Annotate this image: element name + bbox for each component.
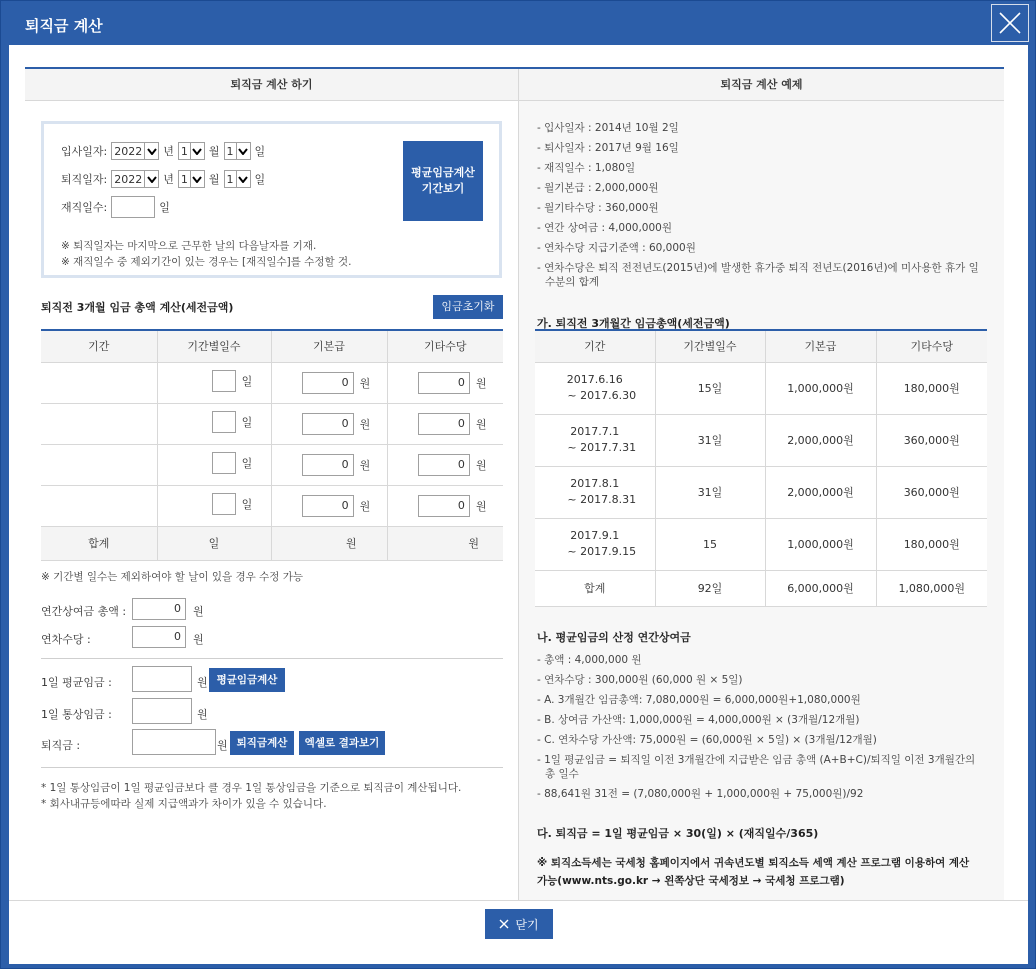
- month-unit: 월: [208, 145, 220, 158]
- day-unit: 일: [254, 145, 266, 158]
- section-c-title: 다. 퇴직금 = 1일 평균임금 × 30(일) × (재직일수/365): [537, 827, 819, 840]
- list-item: - 연차수당 : 300,000원 (60,000 원 × 5일): [537, 674, 743, 686]
- list-item: - 연차수당 지급기준액 : 60,000원: [537, 242, 696, 254]
- col-base: 기본급: [271, 330, 387, 362]
- dialog-content: [9, 45, 1028, 964]
- list-item: - C. 연차수당 가산액: 75,000원 = (60,000원 × 5일) × (3개월/12개월): [537, 734, 877, 746]
- end-month-select[interactable]: 1: [178, 170, 205, 188]
- end-year-select[interactable]: 2022: [111, 170, 159, 188]
- table-row: 일 0 원 0 원: [41, 485, 503, 526]
- reset-wage-button[interactable]: 임금초기화: [433, 295, 503, 319]
- wage-section-title: 퇴직전 3개월 임금 총액 계산(세전금액): [41, 301, 234, 314]
- etc-input[interactable]: 0: [418, 495, 470, 517]
- list-item: - 월기본급 : 2,000,000원: [537, 182, 659, 194]
- close-button[interactable]: 닫기: [485, 909, 553, 939]
- start-date-row: [61, 142, 265, 160]
- day-unit: 일: [254, 173, 266, 186]
- close-icon: [998, 11, 1022, 35]
- days-unit: 일: [159, 201, 170, 214]
- month-unit: 월: [208, 173, 220, 186]
- severance-calc-button[interactable]: 퇴직금계산: [230, 731, 294, 755]
- table-row: 2017.6.16 ~ 2017.6.30 15일 1,000,000원 180,000원: [535, 362, 987, 414]
- close-icon: [499, 919, 509, 929]
- work-days-row: [61, 196, 170, 218]
- end-date-label: 퇴직일자:: [61, 173, 108, 186]
- work-days-label: 재직일수:: [61, 201, 108, 214]
- divider: [41, 767, 503, 768]
- date-note-2: ※ 재직일수 중 제외기간이 있는 경우는 [재직일수]를 수정할 것.: [61, 256, 352, 268]
- calc-panel-header: 퇴직금 계산 하기: [25, 69, 518, 101]
- end-date-row: [61, 170, 265, 188]
- leave-input[interactable]: 0: [132, 626, 186, 648]
- base-input[interactable]: 0: [302, 495, 354, 517]
- ordinary-wage-input[interactable]: [132, 698, 192, 724]
- date-box: [41, 121, 502, 278]
- bonus-input[interactable]: 0: [132, 598, 186, 620]
- start-year-select[interactable]: 2022: [111, 142, 159, 160]
- chevron-down-icon: [190, 143, 204, 159]
- table-row: 2017.9.1 ~ 2017.9.15 15 1,000,000원 180,000원: [535, 518, 987, 570]
- divider: [41, 658, 503, 659]
- chevron-down-icon: [236, 171, 250, 187]
- tax-note-2: 가능(www.nts.go.kr → 왼쪽상단 국세정보 → 국세청 프로그램): [537, 875, 845, 887]
- days-input[interactable]: [212, 411, 236, 433]
- example-panel-header: 퇴직금 계산 예제: [519, 69, 1004, 101]
- section-a-title: 가. 퇴직전 3개월간 임금총액(세전금액): [537, 317, 730, 330]
- example-table: 기간 기간별일수 기본급 기타수당 2017.6.16 ~ 2017.6.30 15일 1,000,000원 180,000원 2017.7.1 ~ 2017.7.31 31일 2,000,000원 360,000원 2017.8.1 ~ 2017.8.31 31일 2,000,000원 360,000원 2017.9.1 ~ 2017.9.15 15 1,000,000원 180,000원 합계 92일 6,000,000원 1,080,000원: [535, 329, 987, 607]
- list-item: - 월기타수당 : 360,000원: [537, 202, 659, 214]
- close-window-button[interactable]: [991, 4, 1029, 42]
- calc-panel: 퇴직금 계산 하기 입사일자: 2022 년 1 월 1 일 퇴직일자: 2022 년 1 월 1 일 재직일수: 일 평균임금계산 기간보기 ※ 퇴직일자는 마지막으로 근무한 날의 다음날자를 기재. ※ 재직일수 중 제외기간이 있는 경우는 [재직일수]를 수정할 것. 퇴직전 3개월 임금 총액 계산(세전금액) 임금초기화 기간 기간별일수 기본급 기타수당 일 0 원 0 원 일 0 원 0 원 일 0 원 0 원 일 0 원 0 원 합계 일 원 원 ※ 기간별 일수는 제외하여야 할 날이 있을 경우 수정 가능 연간상여금 총액 : 0 원 연차수당 : 0 원 1일 평균임금 : 원 평균임금계산 1일 통상임금 : 원 퇴직금 : 원 퇴직금계산 엑셀로 결과보기 * 1일 통상임금이 1일 평균임금보다 클 경우 1일 통상임금을 기준으로 퇴직금이 계산됩니다. * 회사내규등에따라 실제 지급액과가 차이가 있을 수 있습니다.: [25, 69, 519, 900]
- col-period: 기간: [41, 330, 157, 362]
- days-input[interactable]: [212, 370, 236, 392]
- title-bar: [1, 1, 1035, 45]
- col-etc: 기타수당: [387, 330, 503, 362]
- footnote-1: * 1일 통상임금이 1일 평균임금보다 클 경우 1일 통상임금을 기준으로 퇴직금이 계산됩니다.: [41, 782, 462, 794]
- year-unit: 년: [163, 145, 174, 158]
- year-unit: 년: [163, 173, 174, 186]
- list-item: - 총액 : 4,000,000 원: [537, 654, 642, 666]
- section-b-title: 나. 평균임금의 산정 연간상여금: [537, 631, 691, 644]
- sum-row: 합계 92일 6,000,000원 1,080,000원: [535, 570, 987, 606]
- chevron-down-icon: [144, 143, 158, 159]
- list-item: - 퇴사일자 : 2017년 9월 16일: [537, 142, 679, 154]
- table-note: ※ 기간별 일수는 제외하여야 할 날이 있을 경우 수정 가능: [41, 571, 303, 583]
- chevron-down-icon: [144, 171, 158, 187]
- list-item: - 88,641원 31전 = (7,080,000원 + 1,000,000원 + 75,000원)/92: [537, 788, 864, 800]
- example-panel: [519, 69, 1004, 900]
- base-input[interactable]: 0: [302, 454, 354, 476]
- excel-view-button[interactable]: 엑셀로 결과보기: [299, 731, 385, 755]
- table-row: 일 0 원 0 원: [41, 444, 503, 485]
- panels: [25, 67, 1004, 900]
- footnote-2: * 회사내규등에따라 실제 지급액과가 차이가 있을 수 있습니다.: [41, 798, 327, 810]
- list-item: - B. 상여금 가산액: 1,000,000원 = 4,000,000원 × (3개월/12개월): [537, 714, 860, 726]
- bonus-label: 연간상여금 총액 :: [41, 605, 127, 618]
- avg-wage-calc-button[interactable]: 평균임금계산: [209, 668, 285, 692]
- chevron-down-icon: [190, 171, 204, 187]
- list-item: - 연간 상여금 : 4,000,000원: [537, 222, 672, 234]
- work-days-input[interactable]: [111, 196, 155, 218]
- table-row: 2017.8.1 ~ 2017.8.31 31일 2,000,000원 360,000원: [535, 466, 987, 518]
- wage-table: [41, 329, 503, 561]
- days-input[interactable]: [212, 493, 236, 515]
- period-view-button[interactable]: 평균임금계산 기간보기: [403, 141, 483, 221]
- footer-divider: [9, 900, 1028, 901]
- etc-input[interactable]: 0: [418, 372, 470, 394]
- base-input[interactable]: 0: [302, 413, 354, 435]
- section-b-list: [537, 653, 992, 807]
- avg-wage-input[interactable]: [132, 666, 192, 692]
- window-title: 퇴직금 계산: [25, 17, 103, 35]
- tax-note-1: ※ 퇴직소득세는 국세청 홈페이지에서 귀속년도별 퇴직소득 세액 계산 프로그램 이용하여 계산: [537, 857, 970, 869]
- list-item: - A. 3개월간 임금총액: 7,080,000원 = 6,000,000원+1,080,000원: [537, 694, 861, 706]
- end-day-select[interactable]: 1: [224, 170, 251, 188]
- example-info-list: [537, 121, 987, 295]
- date-note-1: ※ 퇴직일자는 마지막으로 근무한 날의 다음날자를 기재.: [61, 240, 317, 252]
- start-month-select[interactable]: 1: [178, 142, 205, 160]
- list-item-cont: 총 일수: [545, 768, 579, 780]
- etc-input[interactable]: 0: [418, 413, 470, 435]
- severance-label: 퇴직금 :: [41, 739, 81, 752]
- base-input[interactable]: 0: [302, 372, 354, 394]
- ordinary-wage-label: 1일 통상임금 :: [41, 708, 112, 721]
- table-row: 일 0 원 0 원: [41, 362, 503, 403]
- list-item: - 재직일수 : 1,080일: [537, 162, 636, 174]
- severance-input[interactable]: [132, 729, 216, 755]
- table-row: 2017.7.1 ~ 2017.7.31 31일 2,000,000원 360,000원: [535, 414, 987, 466]
- list-item: - 입사일자 : 2014년 10월 2일: [537, 122, 679, 134]
- start-date-label: 입사일자:: [61, 145, 108, 158]
- list-item-cont: 수분의 합계: [545, 276, 600, 288]
- sum-label: 합계: [41, 526, 157, 560]
- col-days: 기간별일수: [157, 330, 271, 362]
- sum-row: 합계 일 원 원: [41, 526, 503, 560]
- days-input[interactable]: [212, 452, 236, 474]
- list-item: - 연차수당은 퇴직 전전년도(2015년)에 발생한 휴가중 퇴직 전년도(2016년)에 미사용한 휴가 일: [537, 262, 979, 274]
- table-row: 일 0 원 0 원: [41, 403, 503, 444]
- start-day-select[interactable]: 1: [224, 142, 251, 160]
- list-item: - 1일 평균임금 = 퇴직일 이전 3개월간에 지급받은 임금 총액 (A+B+C)/퇴직일 이전 3개월간의: [537, 754, 976, 766]
- etc-input[interactable]: 0: [418, 454, 470, 476]
- avg-wage-label: 1일 평균임금 :: [41, 676, 112, 689]
- chevron-down-icon: [236, 143, 250, 159]
- leave-label: 연차수당 :: [41, 633, 91, 646]
